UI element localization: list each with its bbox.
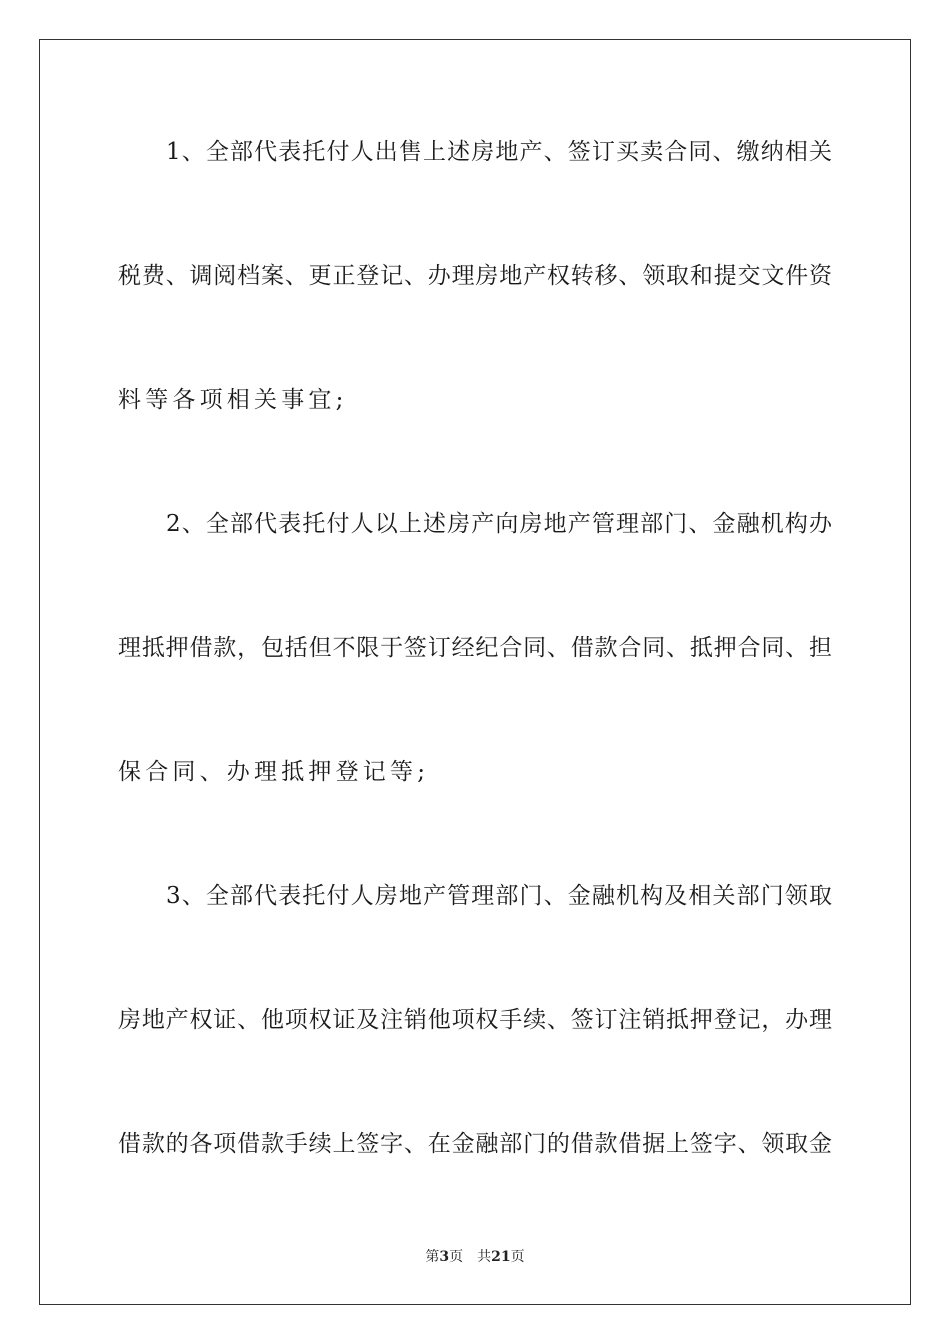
page-footer xyxy=(0,1248,950,1266)
paragraph-2-line-3: 保合同、办理抵押登记等; xyxy=(118,759,430,785)
paragraph-3-line-3: 借款的各项借款手续上签字、在金融部门的借款借据上签字、领取金 xyxy=(118,1131,832,1157)
page-prefix: 第 xyxy=(425,1249,440,1265)
page-suffix: 页 xyxy=(449,1249,464,1265)
paragraph-1-line-2: 税费、调阅档案、更正登记、办理房地产权转移、领取和提交文件资 xyxy=(118,263,832,289)
total-suffix: 页 xyxy=(510,1249,525,1265)
paragraph-1-line-3: 料等各项相关事宜; xyxy=(118,387,348,413)
paragraph-2-line-1: 2、全部代表托付人以上述房产向房地产管理部门、金融机构办 xyxy=(166,511,832,537)
paragraph-3-line-2: 房地产权证、他项权证及注销他项权手续、签订注销抵押登记，办理 xyxy=(118,1007,832,1033)
paragraph-1-line-1: 1、全部代表托付人出售上述房地产、签订买卖合同、缴纳相关 xyxy=(166,139,832,165)
total-prefix: 共 xyxy=(477,1249,492,1265)
total-pages: 21 xyxy=(491,1249,511,1265)
paragraph-3-line-1: 3、全部代表托付人房地产管理部门、金融机构及相关部门领取 xyxy=(166,883,832,909)
page-border xyxy=(39,39,911,1305)
page-number: 3 xyxy=(439,1249,450,1265)
paragraph-2-line-2: 理抵押借款，包括但不限于签订经纪合同、借款合同、抵押合同、担 xyxy=(118,635,832,661)
